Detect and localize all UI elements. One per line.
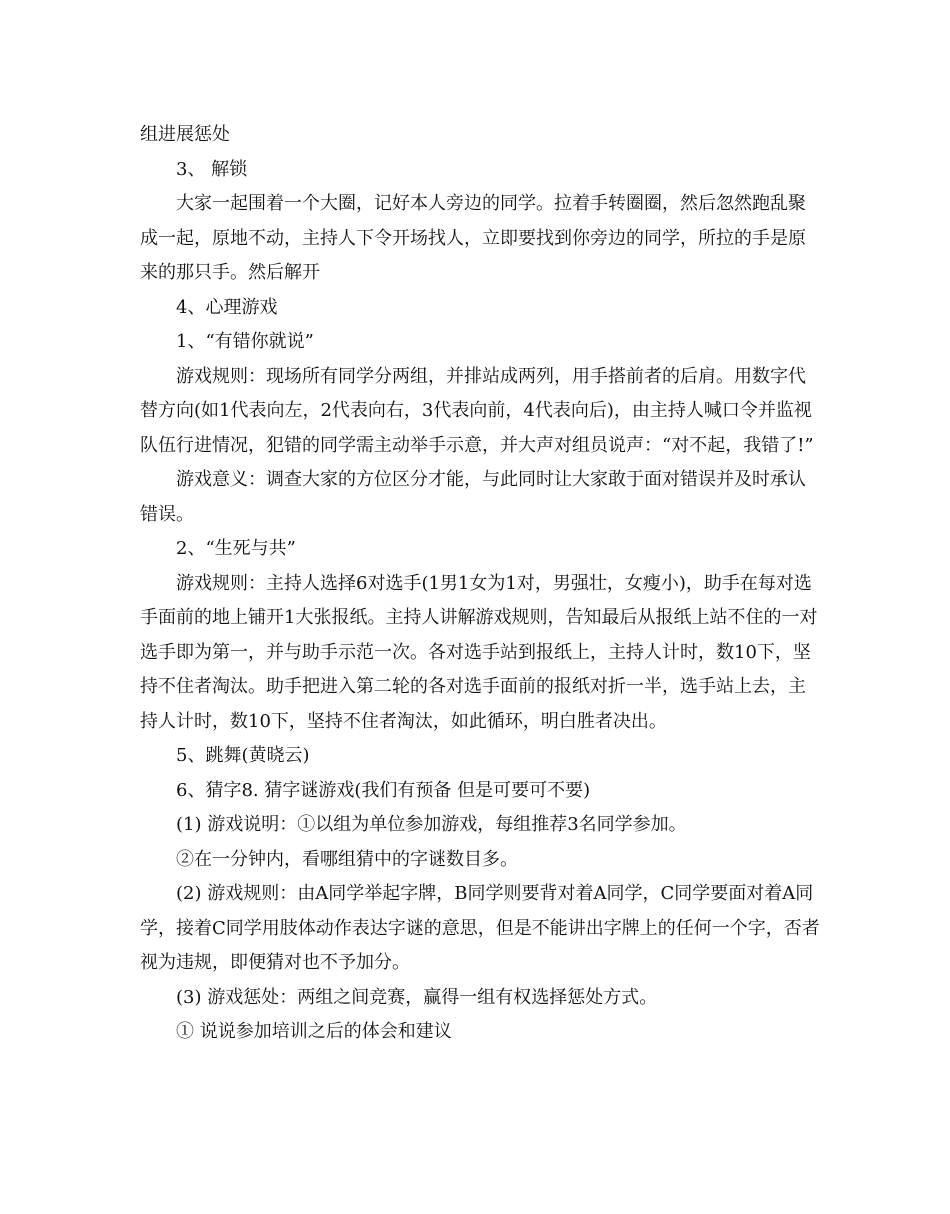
heading-dance: 5、跳舞(黄晓云) — [176, 745, 310, 766]
document-body — [140, 118, 820, 1050]
paragraph-game-1-rules: 游戏规则：现场所有同学分两组，并排站成两列，用手搭前者的后肩。用数字代替方向(如1代表向左，2代表向右，3代表向前，4代表向后)，由主持人喊口令并监视队伍行进情况，犯错的同学需主动举手示意，并大声对组员说声：“对不起，我错了!” — [140, 365, 814, 456]
paragraph-training-feedback: ① 说说参加培训之后的体会和建议 — [176, 1021, 452, 1042]
heading-game-1: 1、“有错你就说” — [176, 331, 314, 352]
heading-psychology-games: 4、心理游戏 — [176, 296, 278, 318]
heading-game-2: 2、“生死与共” — [176, 538, 296, 559]
paragraph-game-1-meaning: 游戏意义：调查大家的方位区分才能，与此同时让大家敢于面对错误并及时承认错误。 — [140, 469, 806, 525]
paragraph-riddle-time-limit: ②在一分钟内，看哪组猜中的字谜数目多。 — [176, 848, 518, 870]
paragraph-riddle-instructions: (1) 游戏说明：①以组为单位参加游戏，每组推荐3名同学参加。 — [176, 814, 687, 835]
heading-unlock: 3、 解锁 — [176, 158, 248, 180]
heading-riddle-game: 6、猜字8. 猜字谜游戏(我们有预备 但是可要可不要) — [176, 779, 591, 801]
paragraph-unlock-description: 大家一起围着一个大圈，记好本人旁边的同学。拉着手转圈圈，然后忽然跑乱聚成一起，原地不动，主持人下令开场找人，立即要找到你旁边的同学，所拉的手是原来的那只手。然后解开 — [140, 193, 806, 283]
paragraph-game-2-rules: 游戏规则：主持人选择6对选手(1男1女为1对，男强壮，女瘦小)，助手在每对选手面前的地上铺开1大张报纸。主持人讲解游戏规则，告知最后从报纸上站不住的一对选手即为第一，并与助手示范一次。各对选手站到报纸上，主持人计时，数10下，坚持不住者淘汰。助手把进入第二轮的各对选手面前的报纸对折一半，选手站上去，主持人计时，数10下，坚持不住者淘汰，如此循环，明白胜者决出。 — [140, 572, 818, 732]
paragraph-continuation: 组进展惩处 — [140, 124, 230, 145]
paragraph-riddle-rules: (2) 游戏规则：由A同学举起字牌，B同学则要背对着A同学，C同学要面对着A同学，接着C同学用肢体动作表达字谜的意思，但是不能讲出字牌上的任何一个字，否者视为违规，即便猜对也不予加分。 — [140, 883, 820, 973]
paragraph-riddle-penalty: (3) 游戏惩处：两组之间竞赛，赢得一组有权选择惩处方式。 — [176, 986, 658, 1008]
